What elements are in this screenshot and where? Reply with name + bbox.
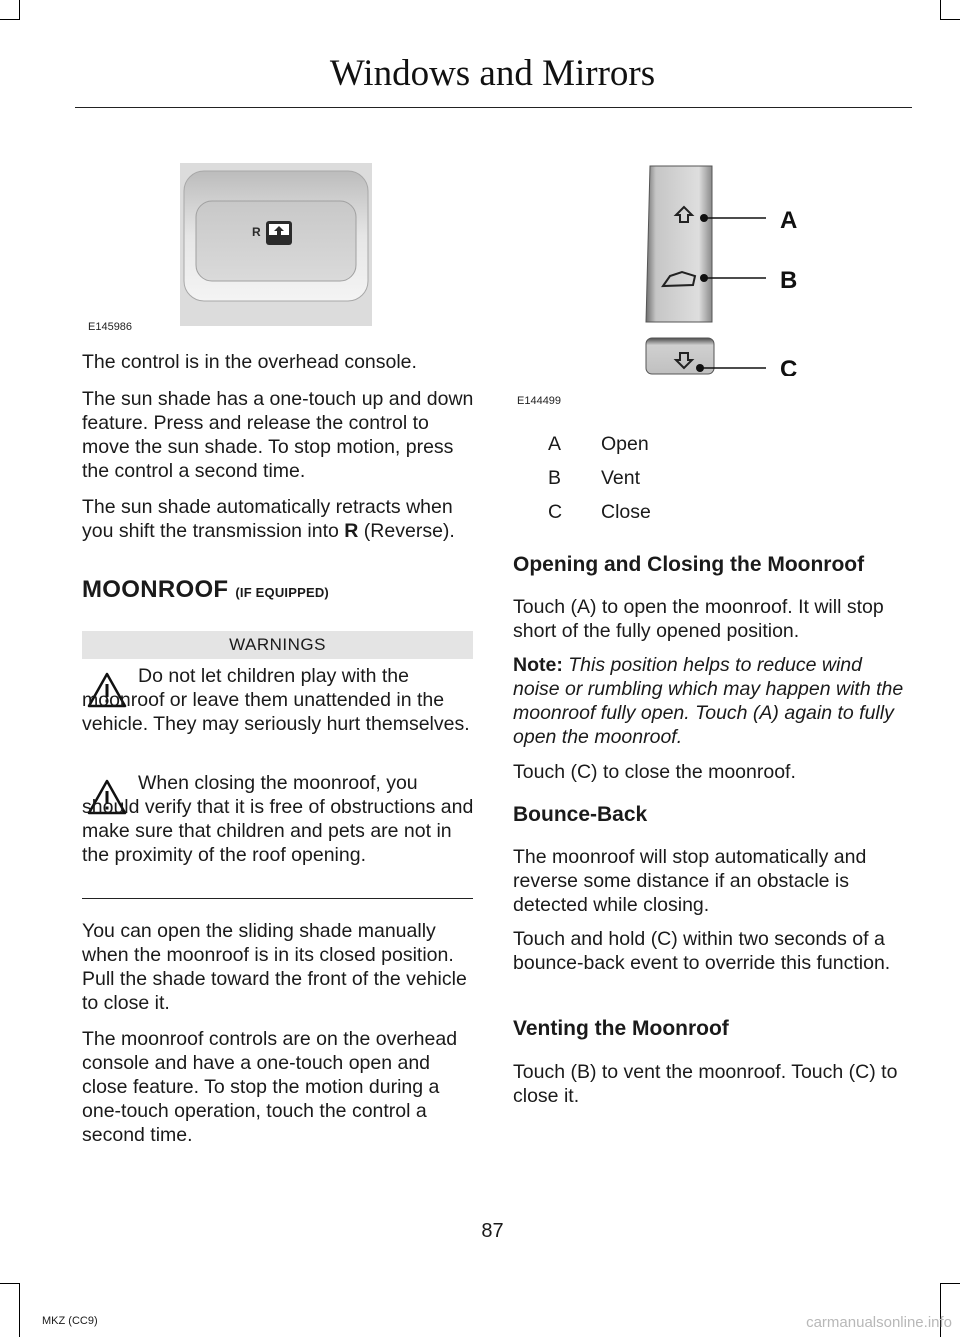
- paragraph: Touch (B) to vent the moonroof. Touch (C) to close it.: [513, 1061, 898, 1107]
- sunshade-control-illustration: [180, 163, 372, 326]
- crop-mark: [940, 1283, 960, 1284]
- warning-text: Do not let children play with the moonroof or leave them unattended in the vehicle. They may seriously hurt themselves.: [82, 665, 470, 735]
- section-title-text: MOONROOF: [82, 576, 229, 603]
- legend-text: Close: [601, 501, 651, 523]
- note-label: Note:: [513, 654, 563, 676]
- paragraph: Touch (C) to close the moonroof.: [513, 761, 796, 783]
- page-header-title: Windows and Mirrors: [329, 53, 656, 94]
- crop-mark: [19, 1283, 20, 1337]
- warning-text: When closing the moonroof, you should verify that it is free of obstructions and make sure that children and pets are not in the proximity of the roof opening.: [82, 772, 474, 866]
- callout-c: C: [780, 356, 798, 376]
- header-divider: [75, 107, 912, 108]
- section-title: [82, 576, 329, 604]
- subsection-heading: Opening and Closing the Moonroof: [513, 553, 865, 576]
- button-r-label: R: [252, 225, 261, 239]
- crop-mark: [940, 19, 960, 20]
- reverse-gear-label: R: [344, 520, 359, 542]
- subsection-heading: Venting the Moonroof: [513, 1017, 729, 1040]
- legend-letter: C: [548, 501, 563, 523]
- note-paragraph: [513, 653, 913, 749]
- crop-mark: [0, 19, 20, 20]
- callout-b: B: [780, 267, 798, 294]
- model-code: MKZ (CC9): [42, 1315, 98, 1327]
- figure-code: E145986: [88, 321, 133, 333]
- section-title-suffix: (IF EQUIPPED): [235, 585, 329, 600]
- crop-mark: [0, 1283, 20, 1284]
- paragraph: The sun shade has a one-touch up and down feature. Press and release the control to move the sun shade. To stop motion, press the control a second time.: [82, 388, 474, 482]
- paragraph: The moonroof controls are on the overhead console and have a one-touch open and close feature. To stop the motion during a one-touch operation, touch the control a second time.: [82, 1028, 458, 1146]
- warnings-divider: [82, 898, 473, 899]
- paragraph: Touch and hold (C) within two seconds of a bounce-back event to override this function.: [513, 928, 891, 974]
- crop-mark: [19, 0, 20, 20]
- callout-a: A: [780, 207, 798, 234]
- paragraph: [82, 495, 477, 543]
- legend-letter: A: [548, 433, 562, 455]
- watermark: carmanualsonline.info: [806, 1314, 952, 1331]
- text-run: The sun shade automatically retracts when you shift the transmission into: [82, 496, 453, 542]
- text-run: (Reverse).: [358, 520, 455, 542]
- paragraph: Touch (A) to open the moonroof. It will stop short of the fully opened position.: [513, 596, 884, 642]
- note-text: This position helps to reduce wind noise or rumbling which may happen with the moonroof fully open. Touch (A) again to fully open the moonroof.: [513, 654, 904, 748]
- page-number: 87: [481, 1220, 504, 1242]
- crop-mark: [940, 0, 941, 20]
- warnings-header: WARNINGS: [82, 631, 473, 659]
- paragraph: The moonroof will stop automatically and reverse some distance if an obstacle is detected while closing.: [513, 846, 867, 916]
- legend-letter: B: [548, 467, 562, 489]
- legend-text: Open: [601, 433, 649, 455]
- moonroof-control-illustration: [640, 162, 810, 376]
- paragraph: You can open the sliding shade manually when the moonroof is in its closed position. Pull the shade toward the front of the vehicle to close it.: [82, 920, 467, 1014]
- subsection-heading: Bounce-Back: [513, 803, 648, 826]
- figure-code: E144499: [517, 395, 562, 407]
- paragraph: The control is in the overhead console.: [82, 351, 417, 373]
- legend-text: Vent: [601, 467, 641, 489]
